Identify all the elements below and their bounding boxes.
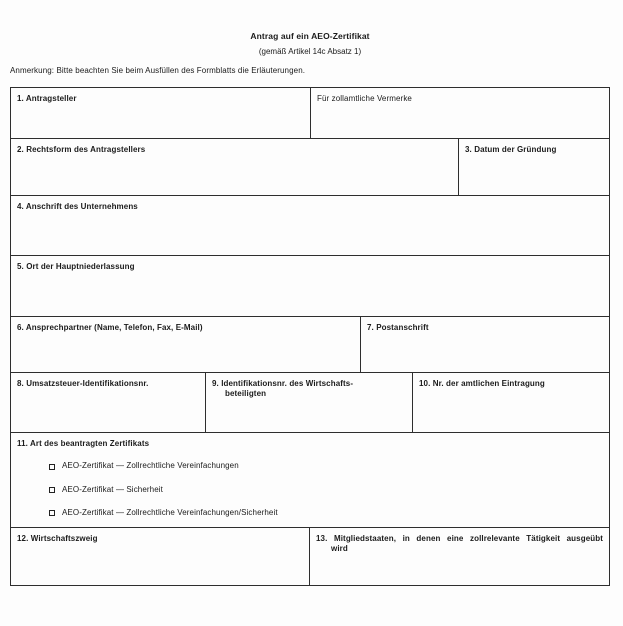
field-customs-remarks[interactable] (310, 88, 609, 138)
field-3-gruendungsdatum[interactable] (458, 139, 609, 195)
option-sicherheit (49, 485, 603, 495)
field-7-postanschrift[interactable] (360, 317, 609, 372)
checkbox-zollrechtliche-vereinfachungen[interactable] (49, 464, 55, 470)
customs-remarks-label: Für zollamtliche Vermerke (317, 94, 412, 103)
field-6-label: 6. Ansprechpartner (Name, Telefon, Fax, E-Mail) (17, 323, 203, 332)
field-12-label: 12. Wirtschaftszweig (17, 534, 98, 543)
field-6-ansprechpartner[interactable] (11, 317, 360, 372)
field-1-antragsteller[interactable] (11, 88, 310, 138)
field-4-label: 4. Anschrift des Unternehmens (17, 202, 138, 211)
form-row-11 (11, 432, 609, 527)
aeo-form-table (10, 87, 610, 586)
field-13-label-line1: 13. Mitgliedstaaten, in denen eine zollrelevante Tätigkeit ausgeübt (316, 534, 603, 543)
form-subtitle: (gemäß Artikel 14c Absatz 1) (258, 47, 362, 56)
field-1-label: 1. Antragsteller (17, 94, 77, 103)
form-note: Anmerkung: Bitte beachten Sie beim Ausfüllen des Formblatts die Erläuterungen. (10, 66, 306, 75)
field-13-mitgliedstaaten[interactable] (309, 528, 609, 585)
field-10-label: 10. Nr. der amtlichen Eintragung (419, 379, 545, 388)
form-row-12 (11, 527, 609, 585)
field-2-label: 2. Rechtsform des Antragstellers (17, 145, 146, 154)
checkbox-sicherheit[interactable] (49, 487, 55, 493)
form-row-1 (11, 88, 609, 138)
form-row-2 (11, 138, 609, 195)
option-label-vereinfachungen-sicherheit: AEO-Zertifikat — Zollrechtliche Vereinfachungen/Sicherheit (62, 508, 278, 518)
field-5-label: 5. Ort der Hauptniederlassung (17, 262, 135, 271)
field-8-label: 8. Umsatzsteuer-Identifikationsnr. (17, 379, 149, 388)
field-5-hauptniederlassung[interactable] (11, 256, 609, 316)
field-9-label-line1: 9. Identifikationsnr. des Wirtschafts- (212, 379, 354, 388)
option-label-zollrechtliche-vereinfachungen: AEO-Zertifikat — Zollrechtliche Vereinfachungen (62, 461, 239, 471)
field-7-label: 7. Postanschrift (367, 323, 429, 332)
field-12-wirtschaftszweig[interactable] (11, 528, 309, 585)
option-label-sicherheit: AEO-Zertifikat — Sicherheit (62, 484, 163, 494)
option-vereinfachungen-sicherheit (49, 508, 603, 518)
field-9-label-line2: beteiligten (225, 389, 267, 399)
form-row-8 (11, 372, 609, 432)
field-10-amtliche-eintragung[interactable] (412, 373, 609, 432)
field-4-anschrift[interactable] (11, 196, 609, 255)
field-11-zertifikatsart (11, 433, 609, 527)
form-row-4 (11, 195, 609, 255)
field-13-label-line2: wird (331, 544, 348, 554)
form-row-6 (11, 316, 609, 372)
field-11-label: 11. Art des beantragten Zertifikats (17, 439, 150, 448)
field-9-wirtschaftsbeteiligten-id[interactable] (205, 373, 412, 432)
field-3-label: 3. Datum der Gründung (465, 145, 557, 154)
form-title: Antrag auf ein AEO-Zertifikat (250, 31, 370, 41)
field-2-rechtsform[interactable] (11, 139, 458, 195)
option-zollrechtliche-vereinfachungen (49, 461, 603, 471)
checkbox-vereinfachungen-sicherheit[interactable] (49, 510, 55, 516)
form-row-5 (11, 255, 609, 316)
field-8-umsatzsteuer-id[interactable] (11, 373, 205, 432)
